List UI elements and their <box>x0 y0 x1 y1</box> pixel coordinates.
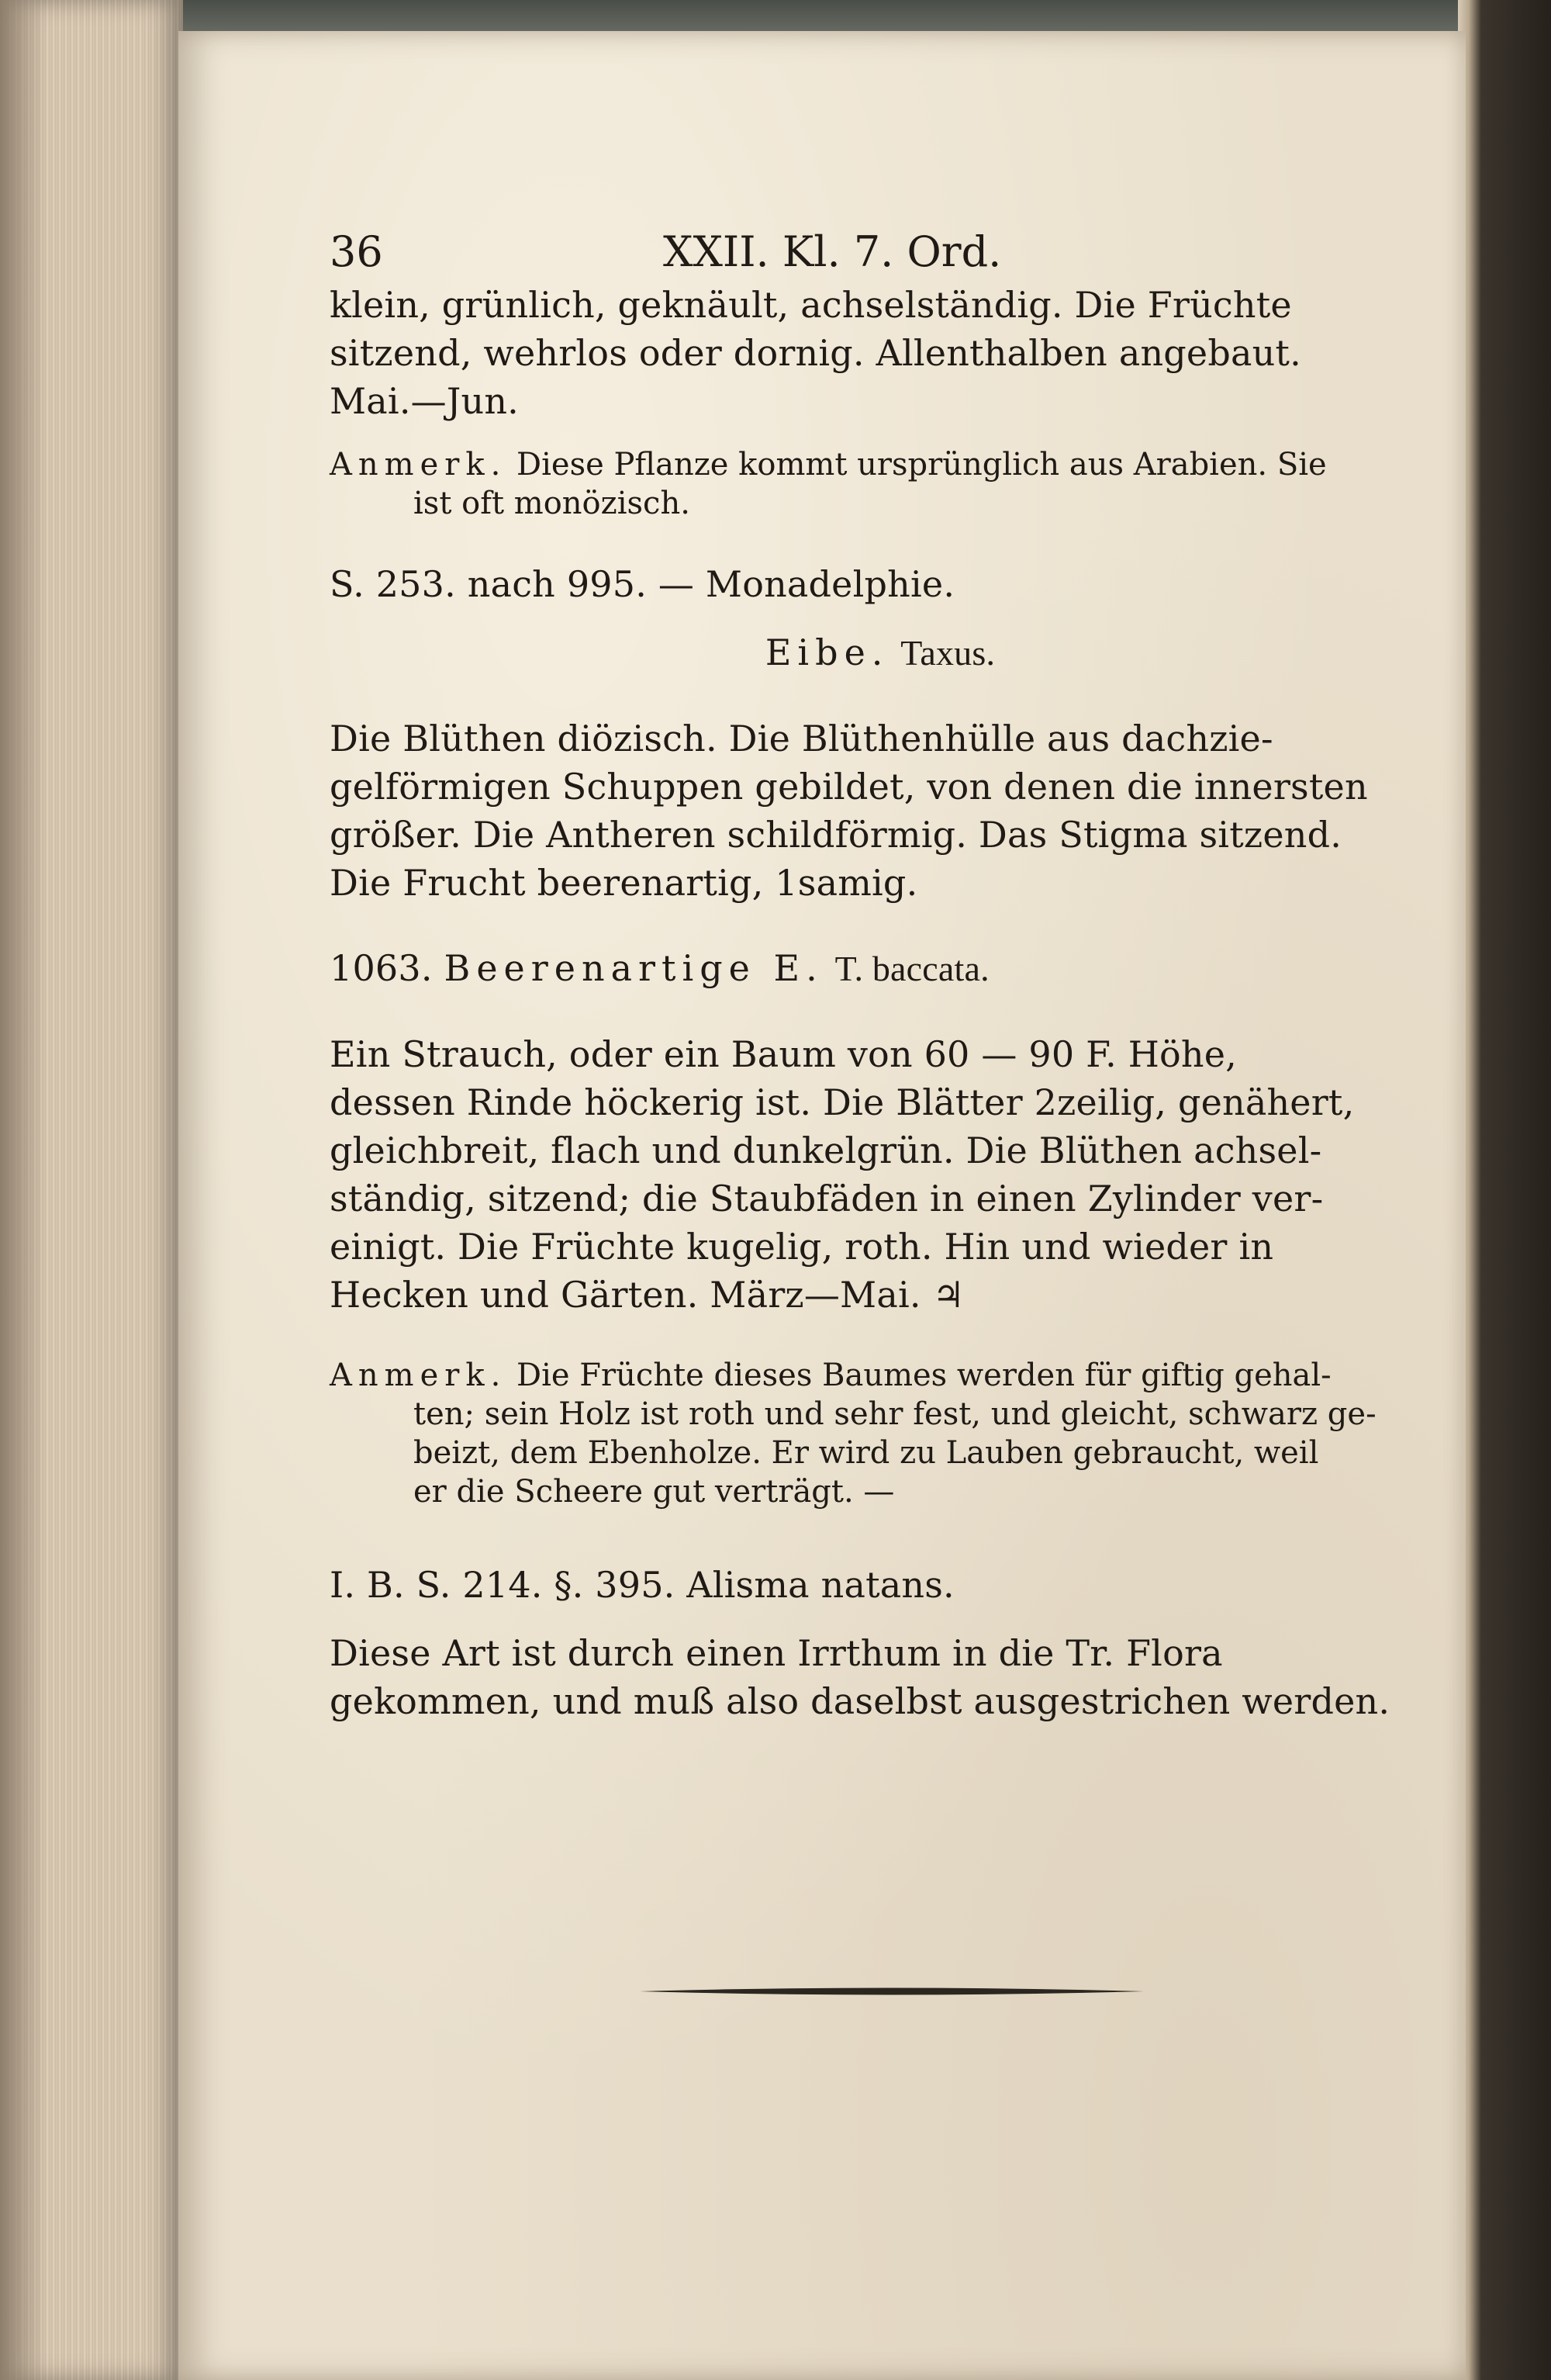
correction-paragraph <box>330 1629 1431 1725</box>
page-number: 36 <box>330 227 383 276</box>
end-ornament-divider <box>640 1986 1144 1997</box>
text-line: größer. Die Antheren schildförmig. Das Stigma sitzend. <box>330 814 1342 856</box>
text-line: einigt. Die Früchte kugelig, roth. Hin und wieder in <box>330 1226 1274 1268</box>
paragraph-continuation <box>330 281 1431 425</box>
text-line: sitzend, wehrlos oder dornig. Allenthalben angebaut. <box>330 332 1301 374</box>
section-heading: S. 253. nach 995. — Monadelphie. <box>330 563 955 605</box>
annotation-note <box>330 1356 1431 1511</box>
genus-heading <box>330 628 1431 677</box>
book-page-edges <box>0 0 183 2380</box>
note-line: er die Scheere gut verträgt. — <box>413 1474 895 1510</box>
text-line: Hecken und Gärten. März—Mai. ♃ <box>330 1274 965 1316</box>
correction-heading: I. B. S. 214. §. 395. Alisma natans. <box>330 1564 955 1606</box>
note-label: Anmerk. <box>330 447 507 483</box>
page-header <box>330 225 1431 279</box>
text-line: klein, grünlich, geknäult, achselständig. Die Früchte <box>330 284 1292 326</box>
species-number: 1063. <box>330 947 433 989</box>
text-line: gekommen, und muß also daselbst ausgestrichen werden. <box>330 1680 1390 1722</box>
book-right-edge <box>1458 0 1551 2380</box>
note-line: beizt, dem Ebenholze. Er wird zu Lauben gebraucht, weil <box>413 1435 1319 1471</box>
text-line: ständig, sitzend; die Staubfäden in einen Zylinder ver- <box>330 1178 1324 1219</box>
species-description <box>330 1030 1431 1319</box>
note-line: Anmerk. Die Früchte dieses Baumes werden für giftig gehal- <box>330 1358 1332 1393</box>
note-line: ist oft monözisch. <box>413 486 690 521</box>
text-line: Die Blüthen diözisch. Die Blüthenhülle aus dachzie- <box>330 718 1273 759</box>
running-title: XXII. Kl. 7. Ord. <box>663 227 1002 276</box>
text-line: Die Frucht beerenartig, 1samig. <box>330 862 918 904</box>
text-line: dessen Rinde höckerig ist. Die Blätter 2zeilig, genähert, <box>330 1081 1355 1123</box>
book-page <box>178 31 1466 2380</box>
genus-description <box>330 714 1431 907</box>
note-line: Anmerk. Diese Pflanze kommt ursprünglich aus Arabien. Sie <box>330 447 1327 483</box>
text-line: Ein Strauch, oder ein Baum von 60 — 90 F. Höhe, <box>330 1033 1238 1075</box>
species-latin-name: T. baccata. <box>834 949 990 988</box>
annotation-note <box>330 445 1431 523</box>
text-line: gelförmigen Schuppen gebildet, von denen die innersten <box>330 766 1368 808</box>
species-heading <box>330 944 1431 993</box>
page-text <box>330 225 1431 1725</box>
genus-german-name: Eibe. <box>765 631 889 673</box>
genus-latin-name: Taxus. <box>900 633 996 673</box>
species-german-name: Beerenartige E. <box>444 947 824 989</box>
text-line: Mai.—Jun. <box>330 380 519 422</box>
text-line: gleichbreit, flach und dunkelgrün. Die Blüthen achsel- <box>330 1129 1322 1171</box>
note-label: Anmerk. <box>330 1358 507 1393</box>
note-line: ten; sein Holz ist roth und sehr fest, und gleicht, schwarz ge- <box>413 1396 1377 1432</box>
text-line: Diese Art ist durch einen Irrthum in die Tr. Flora <box>330 1632 1223 1674</box>
